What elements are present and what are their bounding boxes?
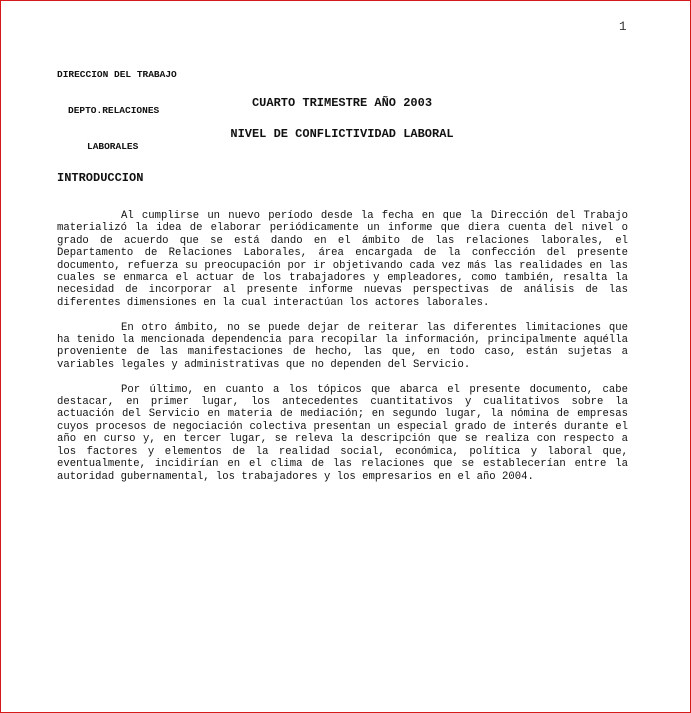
page-number: 1 bbox=[619, 20, 627, 34]
paragraph: Al cumplirse un nuevo período desde la fecha en que la Dirección del Trabajo materializó la idea de elaborar periódicamente un informe que diera cuenta del nivel o grado de acuerdo que se está dando en el ámbito de las relaciones laborales, el Departamento de Relaciones Laborales, área encargada de la confección del presente documento, refuerza su preocupación por ir objetivando cada vez más las realidades en las cuales se enmarca el actuar de los trabajadores y empleadores, como también, resalta la necesidad de incorporar al presente informe nuevas perspectivas de análisis de las diferentes dimensiones en la cual interactúan los actores laborales. bbox=[57, 210, 628, 309]
department-header bbox=[57, 45, 177, 177]
body-text bbox=[57, 210, 628, 495]
paragraph: En otro ámbito, no se puede dejar de reiterar las diferentes limitaciones que ha tenido la mencionada dependencia para recopilar la información, principalmente aquélla proveniente de las manifestaciones de hecho, las que, en todo caso, están sujetas a variables legales y administrativas que no dependen del Servicio. bbox=[57, 321, 628, 371]
department-header-line: DIRECCION DEL TRABAJO bbox=[57, 69, 177, 80]
document-subtitle: NIVEL DE CONFLICTIVIDAD LABORAL bbox=[230, 127, 454, 141]
paragraph: Por último, en cuanto a los tópicos que abarca el presente documento, cabe destacar, en primer lugar, los antecedentes cuantitativos y cualitativos sobre la actuación del Servicio en materia de mediación; en segundo lugar, la nómina de empresas cuyos procesos de negociación colectiva presentan un especial grado de interés durante el año en curso y, en tercer lugar, se releva la descripción que se realiza con respecto a los factores y elementos de la realidad social, económica, política y laboral que, eventualmente, incidirían en el clima de las relaciones que se establecerían entre la autoridad gubernamental, los trabajadores y los empresarios en el año 2004. bbox=[57, 383, 628, 483]
section-heading: INTRODUCCION bbox=[57, 171, 144, 185]
department-header-line: DEPTO.RELACIONES bbox=[68, 105, 160, 116]
department-header-line: LABORALES bbox=[87, 141, 139, 152]
document-title: CUARTO TRIMESTRE AÑO 2003 bbox=[251, 96, 433, 110]
